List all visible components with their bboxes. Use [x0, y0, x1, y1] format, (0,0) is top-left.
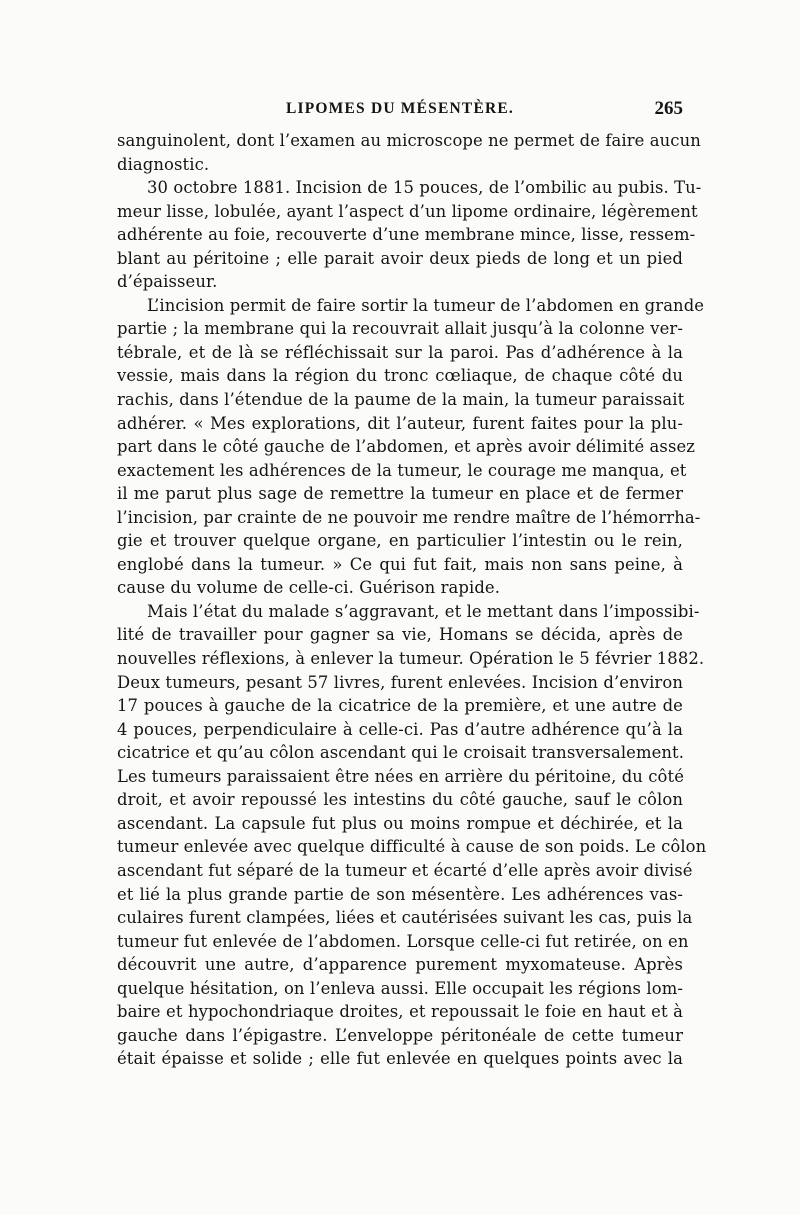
text-line: l’incision, par crainte de ne pouvoir me rendre maître de l’hémorrha-: [117, 507, 701, 527]
body-text: [117, 129, 707, 1071]
text-line: blant au péritoine ; elle parait avoir deux pieds de long et un pied: [117, 248, 683, 268]
text-line: et lié la plus grande partie de son mésentère. Les adhérences vas-: [117, 884, 683, 904]
text-line: gie et trouver quelque organe, en particulier l’intestin ou le rein,: [117, 531, 683, 551]
text-line: adhérente au foie, recouverte d’une membrane mince, lisse, ressem-: [117, 225, 696, 245]
text-line: ascendant fut séparé de la tumeur et écarté d’elle après avoir divisé: [117, 860, 693, 880]
text-line: droit, et avoir repoussé les intestins du côté gauche, sauf le côlon: [117, 790, 683, 810]
text-line: Mais l’état du malade s’aggravant, et le mettant dans l’impossibi-: [147, 601, 700, 621]
text-line: lité de travailler pour gagner sa vie, Homans se décida, après de: [117, 625, 683, 645]
text-line: 17 pouces à gauche de la cicatrice de la première, et une autre de: [117, 696, 683, 716]
text-line: part dans le côté gauche de l’abdomen, et après avoir délimité assez: [117, 437, 695, 457]
text-line: Deux tumeurs, pesant 57 livres, furent enlevées. Incision d’environ: [117, 672, 683, 692]
text-line: nouvelles réflexions, à enlever la tumeur. Opération le 5 février 1882.: [117, 649, 705, 669]
text-line: tébrale, et de là se réfléchissait sur la paroi. Pas d’adhérence à la: [117, 342, 683, 362]
text-line: rachis, dans l’étendue de la paume de la main, la tumeur paraissait: [117, 390, 685, 410]
text-line: tumeur enlevée avec quelque difficulté à cause de son poids. Le côlon: [117, 837, 707, 857]
text-line: était épaisse et solide ; elle fut enlevée en quelques points avec la: [117, 1049, 683, 1069]
text-line: quelque hésitation, on l’enleva aussi. Elle occupait les régions lom-: [117, 978, 683, 998]
text-line: vessie, mais dans la région du tronc cœliaque, de chaque côté du: [117, 366, 683, 386]
text-line: culaires furent clampées, liées et cautérisées suivant les cas, puis la: [117, 908, 693, 928]
page-header: [117, 100, 683, 126]
text-line: il me parut plus sage de remettre la tumeur en place et de fermer: [117, 484, 683, 504]
text-line: exactement les adhérences de la tumeur, le courage me manqua, et: [117, 460, 687, 480]
text-line: ascendant. La capsule fut plus ou moins rompue et déchirée, et la: [117, 813, 683, 833]
text-line: baire et hypochondriaque droites, et repoussait le foie en haut et à: [117, 1002, 683, 1022]
text-line: adhérer. « Mes explorations, dit l’auteur, furent faites pour la plu-: [117, 413, 683, 433]
text-line: d’épaisseur.: [117, 272, 218, 292]
text-line: cause du volume de celle-ci. Guérison rapide.: [117, 578, 501, 598]
text-line: L’incision permit de faire sortir la tumeur de l’abdomen en grande: [147, 295, 705, 315]
running-title: LIPOMES DU MÉSENTÈRE.: [285, 100, 515, 117]
text-line: partie ; la membrane qui la recouvrait allait jusqu’à la colonne ver-: [117, 319, 683, 339]
text-line: sanguinolent, dont l’examen au microscope ne permet de faire aucun: [117, 131, 701, 150]
text-line: gauche dans l’épigastre. L’enveloppe péritonéale de cette tumeur: [117, 1025, 683, 1045]
text-line: cicatrice et qu’au côlon ascendant qui le croisait transversalement.: [117, 743, 685, 763]
text-line: découvrit une autre, d’apparence purement myxomateuse. Après: [117, 955, 683, 975]
text-line: 4 pouces, perpendiculaire à celle-ci. Pas d’autre adhérence qu’à la: [117, 719, 683, 739]
text-line: tumeur fut enlevée de l’abdomen. Lorsque celle-ci fut retirée, on en: [117, 931, 689, 951]
text-line: 30 octobre 1881. Incision de 15 pouces, de l’ombilic au pubis. Tu-: [147, 178, 702, 198]
text-line: englobé dans la tumeur. » Ce qui fut fait, mais non sans peine, à: [117, 554, 683, 574]
text-line: meur lisse, lobulée, ayant l’aspect d’un lipome ordinaire, légèrement: [117, 201, 698, 221]
page-number: 265: [654, 98, 683, 119]
text-line: Les tumeurs paraissaient être nées en arrière du péritoine, du côté: [117, 766, 685, 786]
text-line: diagnostic.: [117, 154, 210, 174]
